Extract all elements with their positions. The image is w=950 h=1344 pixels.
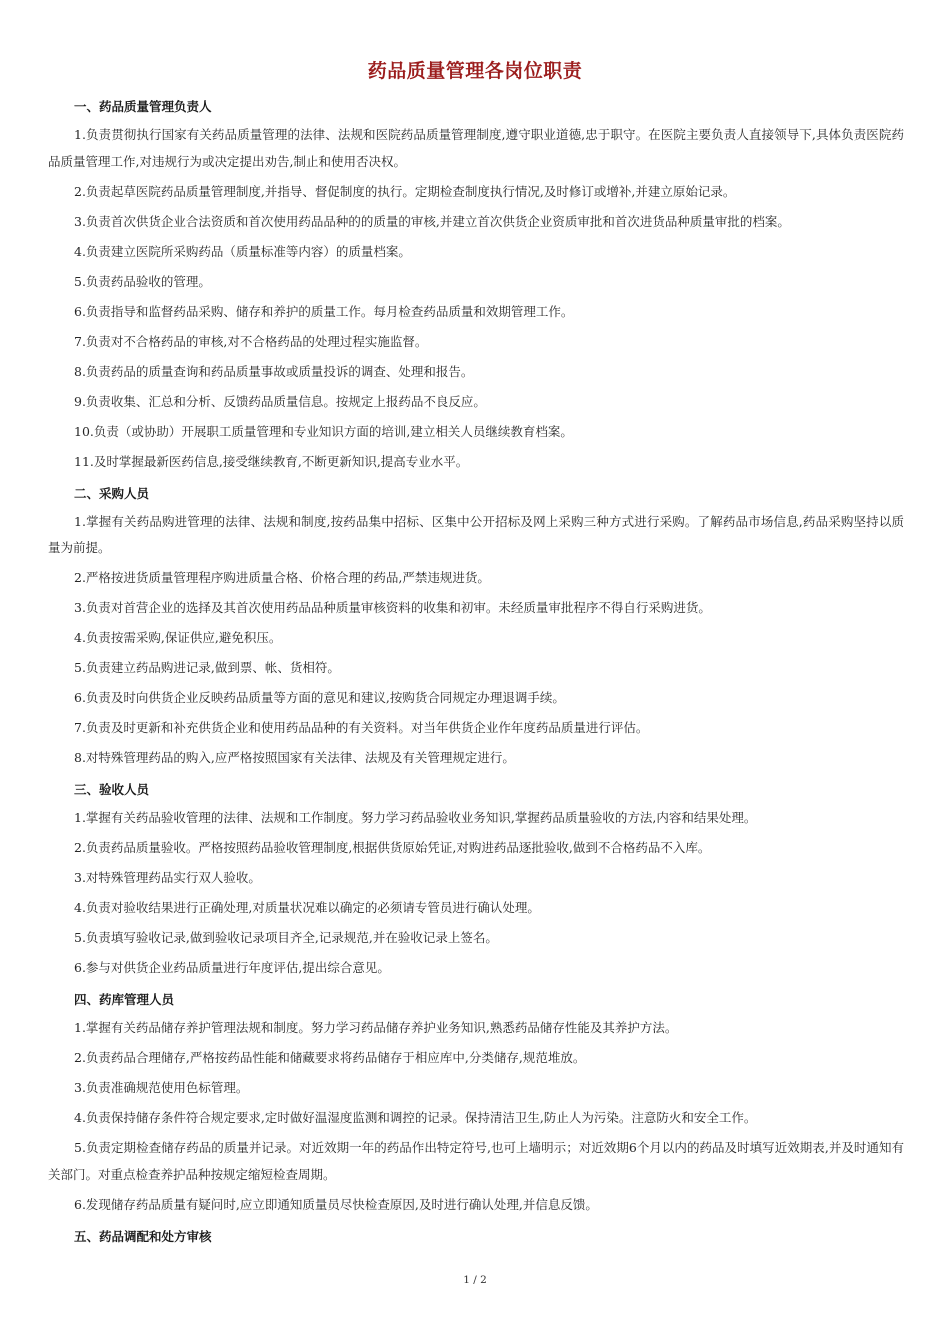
duty-item: 5.负责填写验收记录,做到验收记录项目齐全,记录规范,并在验收记录上签名。	[74, 930, 498, 945]
duty-item: 6.负责指导和监督药品采购、储存和养护的质量工作。每月检查药品质量和效期管理工作。	[74, 303, 574, 319]
duty-item: 5.负责药品验收的管理。	[74, 273, 211, 289]
duty-item: 10.负责（或协助）开展职工质量管理和专业知识方面的培训,建立相关人员继续教育档案。	[74, 423, 573, 439]
document-body	[48, 92, 904, 1252]
duty-item: 3.负责准确规范使用色标管理。	[74, 1080, 249, 1095]
duty-item: 8.对特殊管理药品的购入,应严格按照国家有关法律、法规及有关管理规定进行。	[74, 750, 515, 765]
duty-item: 2.负责药品质量验收。严格按照药品验收管理制度,根据供货原始凭证,对购进药品逐批验收,做到不合格药品不入库。	[74, 840, 711, 855]
duty-item: 1.负责贯彻执行国家有关药品质量管理的法律、法规和医院药品质量管理制度,遵守职业道德,忠于职守。在医院主要负责人直接领导下,具体负责医院药品质量管理工作,对违规行为或决定提出劝告,制止和使用否决权。	[48, 127, 904, 169]
duty-item: 11.及时掌握最新医药信息,接受继续教育,不断更新知识,提高专业水平。	[74, 453, 469, 469]
duty-item: 3.负责首次供货企业合法资质和首次使用药品品种的的质量的审核,并建立首次供货企业资质审批和首次进货品种质量审批的档案。	[74, 213, 790, 229]
section-heading: 三、验收人员	[74, 782, 150, 797]
section-heading: 二、采购人员	[74, 485, 150, 501]
duty-item: 5.负责定期检查储存药品的质量并记录。对近效期一年的药品作出特定符号,也可上墙明示；对近效期6个月以内的药品及时填写近效期表,并及时通知有关部门。对重点检查养护品种按规定缩短检查周期。	[48, 1140, 904, 1182]
duty-item: 2.负责起草医院药品质量管理制度,并指导、督促制度的执行。定期检查制度执行情况,及时修订或增补,并建立原始记录。	[74, 183, 736, 199]
page-indicator: 1 / 2	[463, 1274, 487, 1286]
document-title: 药品质量管理各岗位职责	[367, 60, 583, 82]
duty-item: 4.负责建立医院所采购药品（质量标准等内容）的质量档案。	[74, 243, 411, 259]
duty-item: 3.对特殊管理药品实行双人验收。	[74, 870, 261, 885]
duty-item: 6.负责及时向供货企业反映药品质量等方面的意见和建议,按购货合同规定办理退调手续。	[74, 690, 565, 705]
section-heading: 四、药库管理人员	[74, 992, 175, 1007]
duty-item: 8.负责药品的质量查询和药品质量事故或质量投诉的调查、处理和报告。	[74, 363, 474, 379]
duty-item: 9.负责收集、汇总和分析、反馈药品质量信息。按规定上报药品不良反应。	[74, 393, 486, 409]
duty-item: 1.掌握有关药品验收管理的法律、法规和工作制度。努力学习药品验收业务知识,掌握药品质量验收的方法,内容和结果处理。	[74, 810, 757, 825]
section-heading: 一、药品质量管理负责人	[74, 99, 212, 114]
duty-item: 4.负责按需采购,保证供应,避免积压。	[74, 630, 282, 645]
duty-item: 7.负责对不合格药品的审核,对不合格药品的处理过程实施监督。	[74, 333, 428, 349]
duty-item: 1.掌握有关药品储存养护管理法规和制度。努力学习药品储存养护业务知识,熟悉药品储存性能及其养护方法。	[74, 1020, 678, 1035]
duty-item: 6.发现储存药品质量有疑问时,应立即通知质量员尽快检查原因,及时进行确认处理,并信息反馈。	[74, 1196, 598, 1212]
duty-item: 7.负责及时更新和补充供货企业和使用药品品种的有关资料。对当年供货企业作年度药品质量进行评估。	[74, 720, 649, 735]
section-heading: 五、药品调配和处方审核	[74, 1228, 212, 1244]
duty-item: 6.参与对供货企业药品质量进行年度评估,提出综合意见。	[74, 960, 390, 975]
duty-item: 5.负责建立药品购进记录,做到票、帐、货相符。	[74, 660, 340, 675]
duty-item: 3.负责对首营企业的选择及其首次使用药品品种质量审核资料的收集和初审。未经质量审批程序不得自行采购进货。	[74, 600, 711, 615]
duty-item: 4.负责对验收结果进行正确处理,对质量状况难以确定的必须请专管员进行确认处理。	[74, 900, 540, 915]
duty-item: 2.严格按进货质量管理程序购进质量合格、价格合理的药品,严禁违规进货。	[74, 570, 490, 585]
duty-item: 2.负责药品合理储存,严格按药品性能和储藏要求将药品储存于相应库中,分类储存,规范堆放。	[74, 1050, 586, 1065]
duty-item: 4.负责保持储存条件符合规定要求,定时做好温湿度监测和调控的记录。保持清洁卫生,防止人为污染。注意防火和安全工作。	[74, 1110, 757, 1125]
duty-item: 1.掌握有关药品购进管理的法律、法规和制度,按药品集中招标、区集中公开招标及网上采购三种方式进行采购。了解药品市场信息,药品采购坚持以质量为前提。	[48, 513, 904, 555]
